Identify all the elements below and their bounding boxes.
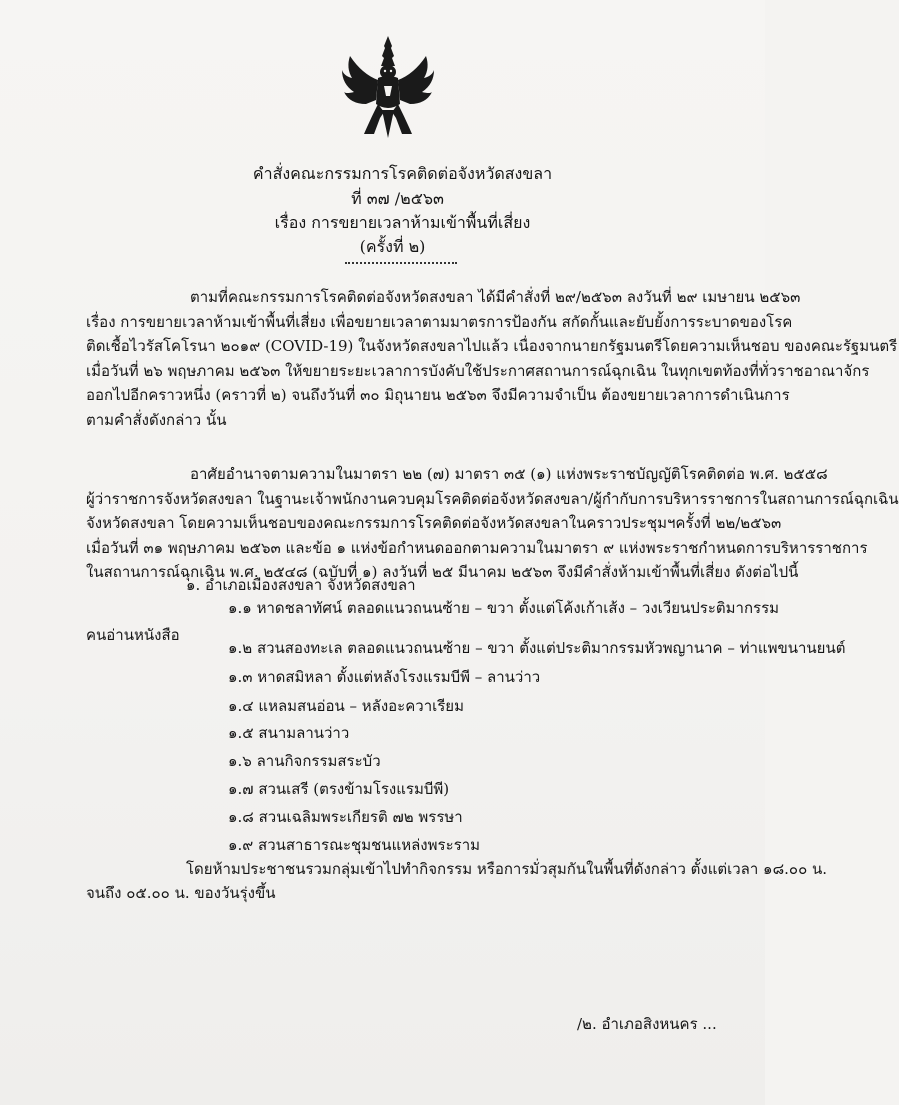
list-item: ๑.๙ สวนสาธารณะชุมชนแหล่งพระราม (228, 836, 481, 854)
dotted-separator (345, 262, 457, 264)
district-heading: ๑. อำเภอเมืองสงขลา จังหวัดสงขลา (186, 576, 416, 594)
paragraph-authority (86, 462, 899, 585)
paragraph-line: ตามที่คณะกรรมการโรคติดต่อจังหวัดสงขลา ได้มีคำสั่งที่ ๒๙/๒๕๖๓ ลงวันที่ ๒๙ เมษายน ๒๕๖๓ (190, 288, 801, 306)
closing-line: จนถึง ๐๕.๐๐ น. ของวันรุ่งขึ้น (86, 884, 276, 902)
paragraph-line: จังหวัดสงขลา โดยความเห็นชอบของคณะกรรมการโรคติดต่อจังหวัดสงขลาในคราวประชุมฯครั้งที่ ๒๒/๒๕๖๓ (86, 514, 782, 532)
paragraph-line: ผู้ว่าราชการจังหวัดสงขลา ในฐานะเจ้าพนักงานควบคุมโรคติดต่อจังหวัดสงขลา/ผู้กำกับการบริหารราชการในสถานการณ์ฉุกเฉิน (86, 489, 899, 508)
list-item: ๑.๒ สวนสองทะเล ตลอดแนวถนนซ้าย – ขวา ตั้งแต่ประติมากรรมหัวพญานาค – ท่าแพขนานยนต์ (228, 639, 846, 657)
list-item: ๑.๓ หาดสมิหลา ตั้งแต่หลังโรงแรมบีพี – ลานว่าว (228, 668, 541, 686)
next-page-reference: /๒. อำเภอสิงหนคร ... (577, 1015, 717, 1033)
list-item-continuation: คนอ่านหนังสือ (86, 626, 180, 644)
order-subject: เรื่อง การขยายเวลาห้ามเข้าพื้นที่เสี่ยง (274, 213, 531, 232)
list-item: ๑.๖ ลานกิจกรรมสระบัว (228, 752, 381, 770)
list-item: ๑.๗ สวนเสรี (ตรงข้ามโรงแรมบีพี) (228, 780, 450, 798)
paragraph-line: อาศัยอำนาจตามความในมาตรา ๒๒ (๗) มาตรา ๓๕ (๑) แห่งพระราชบัญญัติโรคติดต่อ พ.ศ. ๒๕๕๘ (190, 465, 828, 483)
paragraph-line: ติดเชื้อไวรัสโคโรนา ๒๐๑๙ (COVID-19) ในจังหวัดสงขลาไปแล้ว เนื่องจากนายกรัฐมนตรีโดยความเห็นชอบ ของคณะรัฐมนตรี (86, 337, 898, 355)
list-item: ๑.๔ แหลมสนอ่อน – หลังอะควาเรียม (228, 697, 464, 715)
paragraph-line: ออกไปอีกคราวหนึ่ง (คราวที่ ๒) จนถึงวันที่ ๓๐ มิถุนายน ๒๕๖๓ จึงมีความจำเป็น ต้องขยายเวลาการดำเนินการ (86, 386, 790, 404)
list-item: ๑.๘ สวนเฉลิมพระเกียรติ ๗๒ พรรษา (228, 808, 463, 826)
garuda-emblem-icon (340, 34, 436, 142)
list-item: ๑.๕ สนามลานว่าว (228, 724, 350, 742)
paragraph-line: ตามคำสั่งดังกล่าว นั้น (86, 410, 227, 429)
order-round: (ครั้งที่ ๒) (359, 237, 426, 256)
closing-line: โดยห้ามประชาชนรวมกลุ่มเข้าไปทำกิจกรรม หรือการมั่วสุมกันในพื้นที่ดังกล่าว ตั้งแต่เวลา ๑๘.๐๐ น. (186, 860, 828, 878)
paragraph-line: เมื่อวันที่ ๒๖ พฤษภาคม ๒๕๖๓ ให้ขยายระยะเวลาการบังคับใช้ประกาศสถานการณ์ฉุกเฉิน ในทุกเขตท้องที่ทั่วราชอาณาจักร (86, 361, 870, 380)
order-title: คำสั่งคณะกรรมการโรคติดต่อจังหวัดสงขลา (252, 164, 553, 183)
paragraph-line: ในสถานการณ์ฉุกเฉิน พ.ศ. ๒๕๔๘ (ฉบับที่ ๑) ลงวันที่ ๒๕ มีนาคม ๒๕๖๓ จึงมีคำสั่งห้ามเข้าพื้นที่เสี่ยง ดังต่อไปนี้ (86, 563, 799, 581)
paragraph-line: เรื่อง การขยายเวลาห้ามเข้าพื้นที่เสี่ยง เพื่อขยายเวลาตามมาตรการป้องกัน สกัดกั้นและยับยั้งการระบาดของโรค (86, 312, 793, 331)
paragraph-background (86, 285, 898, 432)
list-item: ๑.๑ หาดชลาทัศน์ ตลอดแนวถนนซ้าย – ขวา ตั้งแต่โค้งเก้าเส้ง – วงเวียนประติมากรรม (228, 599, 780, 617)
order-number: ที่ ๓๗ /๒๕๖๓ (351, 189, 444, 208)
paragraph-line: เมื่อวันที่ ๓๑ พฤษภาคม ๒๕๖๓ และข้อ ๑ แห่งข้อกำหนดออกตามความในมาตรา ๙ แห่งพระราชกำหนดการบริหารราชการ (86, 538, 868, 557)
